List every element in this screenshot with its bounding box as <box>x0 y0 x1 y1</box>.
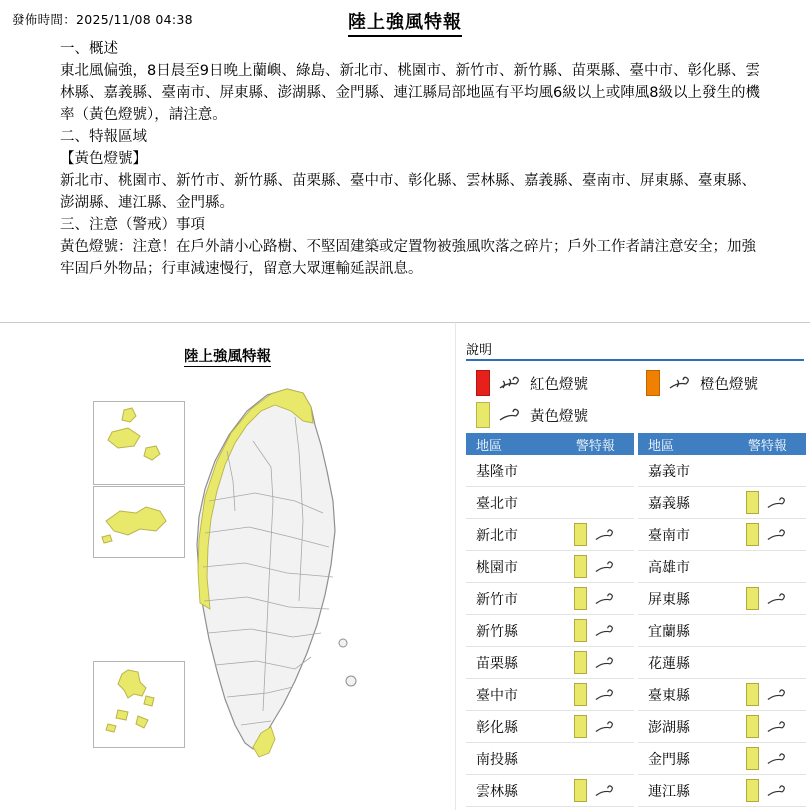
wind-barb-light-icon <box>592 590 616 608</box>
section2-text: 新北市、桃園市、新竹市、新竹縣、苗栗縣、臺中市、彰化縣、雲林縣、嘉義縣、臺南市、屏東縣、臺東縣、澎湖縣、連江縣、金門縣。 <box>60 173 756 211</box>
wind-barb-strong-icon <box>496 373 522 393</box>
table-header-right <box>638 433 806 455</box>
green-island-dot <box>339 639 347 647</box>
legend-items <box>466 367 806 431</box>
wind-barb-light-icon <box>764 750 788 768</box>
section1-text: 東北風偏強，8日晨至9日晚上蘭嶼、綠島、新北市、桃園市、新竹市、新竹縣、苗栗縣、臺中市、彰化縣、雲林縣、嘉義縣、臺南市、屏東縣、澎湖縣、金門縣、連江縣局部地區有平均風6級以上或陣風8級以上發生的機率（黃色燈號），請注意。 <box>60 63 760 123</box>
region-name: 雲林縣 <box>476 783 518 800</box>
table-row <box>638 679 806 711</box>
region-name: 澎湖縣 <box>648 719 690 736</box>
legend-label-yellow: 黃色燈號 <box>530 408 588 425</box>
map-panel <box>0 322 455 810</box>
yellow-swatch-cell <box>574 715 587 738</box>
warning-cell <box>729 747 806 770</box>
yellow-swatch-cell <box>574 587 587 610</box>
region-name: 彰化縣 <box>476 719 518 736</box>
wind-barb-light-icon <box>764 686 788 704</box>
region-name: 臺南市 <box>648 527 690 544</box>
table-row <box>466 455 634 487</box>
yellow-warning-mark <box>574 619 616 642</box>
yellow-swatch-cell <box>574 779 587 802</box>
table-row <box>466 647 634 679</box>
inset-kinmen <box>93 486 185 558</box>
legend-divider <box>466 359 804 361</box>
yellow-swatch <box>476 402 490 428</box>
wind-barb-medium-icon <box>666 373 692 393</box>
table-row <box>638 775 806 807</box>
section1-heading: 一、概述 <box>60 41 118 57</box>
wind-barb-light-icon <box>764 590 788 608</box>
table-row <box>466 711 634 743</box>
warning-cell <box>557 523 634 546</box>
table-row <box>466 743 634 775</box>
wind-barb-light-icon <box>592 654 616 672</box>
warning-cell <box>729 715 806 738</box>
legend-item-red <box>466 370 636 396</box>
warning-cell <box>557 715 634 738</box>
yellow-warning-mark <box>746 779 788 802</box>
table-row <box>638 551 806 583</box>
region-name: 桃園市 <box>476 559 518 576</box>
wind-barb-light-icon <box>592 718 616 736</box>
yellow-swatch-cell <box>574 555 587 578</box>
legend-label-red: 紅色燈號 <box>530 376 588 393</box>
orchid-island-dot <box>346 676 356 686</box>
region-name: 南投縣 <box>476 751 518 768</box>
taiwan-island-shape <box>197 389 335 749</box>
table-row <box>466 487 634 519</box>
wind-barb-light-icon <box>764 526 788 544</box>
wind-barb-light-icon <box>764 782 788 800</box>
yellow-swatch-cell <box>574 523 587 546</box>
yellow-swatch-cell <box>746 523 759 546</box>
table-row <box>466 583 634 615</box>
table-row <box>466 679 634 711</box>
section2-heading: 二、特報區域 <box>60 129 147 145</box>
map-title-text: 陸上強風特報 <box>184 349 271 365</box>
warning-cell <box>729 491 806 514</box>
header-warning-left: 警特報 <box>575 438 615 454</box>
warning-cell <box>557 683 634 706</box>
region-warning-tables <box>466 433 806 807</box>
legend-panel <box>455 322 810 810</box>
table-header-left <box>466 433 634 455</box>
penghu-islands <box>94 662 182 745</box>
region-name: 屏東縣 <box>648 591 690 608</box>
wind-barb-light-icon <box>764 494 788 512</box>
wind-barb-light-icon <box>592 782 616 800</box>
header-region-right: 地區 <box>648 438 675 454</box>
region-name: 高雄市 <box>648 559 690 576</box>
region-name: 嘉義縣 <box>648 495 690 512</box>
warning-cell <box>729 587 806 610</box>
region-name: 臺中市 <box>476 687 518 704</box>
bulletin-body <box>60 38 760 280</box>
yellow-swatch-cell <box>746 491 759 514</box>
warning-cell <box>557 555 634 578</box>
table-row <box>638 455 806 487</box>
section3-text: 黃色燈號：注意！在戶外請小心路樹、不堅固建築或定置物被強風吹落之碎片；戶外工作者請注意安全；加強牢固戶外物品；行車減速慢行，留意大眾運輸延誤訊息。 <box>60 239 756 277</box>
yellow-warning-mark <box>574 523 616 546</box>
orange-swatch <box>646 370 660 396</box>
yellow-warning-mark <box>746 587 788 610</box>
yellow-warning-mark <box>746 715 788 738</box>
region-name: 新竹縣 <box>476 623 518 640</box>
yellow-swatch-cell <box>746 683 759 706</box>
region-name: 苗栗縣 <box>476 655 518 672</box>
legend-label-orange: 橙色燈號 <box>700 376 758 393</box>
section3-heading: 三、注意（警戒）事項 <box>60 217 205 233</box>
region-name: 新竹市 <box>476 591 518 608</box>
table-row <box>466 615 634 647</box>
yellow-warning-mark <box>574 683 616 706</box>
kinmen-islands <box>94 487 182 555</box>
page-title-text: 陸上強風特報 <box>348 12 462 37</box>
warning-cell <box>557 651 634 674</box>
region-table-right <box>638 433 806 807</box>
table-row <box>638 615 806 647</box>
region-name: 新北市 <box>476 527 518 544</box>
region-name: 金門縣 <box>648 751 690 768</box>
yellow-warning-mark <box>746 491 788 514</box>
wind-barb-light-icon <box>592 526 616 544</box>
table-row <box>638 711 806 743</box>
header-warning-right: 警特報 <box>747 438 787 454</box>
yellow-warning-mark <box>574 587 616 610</box>
table-row <box>466 519 634 551</box>
inset-matsu <box>93 401 185 485</box>
matsu-islands <box>94 402 182 482</box>
red-swatch <box>476 370 490 396</box>
table-row <box>638 487 806 519</box>
wind-barb-light-icon <box>592 558 616 576</box>
taiwan-map <box>175 381 365 791</box>
yellow-warning-mark <box>574 651 616 674</box>
yellow-swatch-cell <box>574 683 587 706</box>
header-region-left: 地區 <box>476 438 503 454</box>
wind-barb-light-icon <box>592 622 616 640</box>
yellow-swatch-cell <box>746 779 759 802</box>
region-table-left <box>466 433 634 807</box>
table-row <box>466 551 634 583</box>
region-name: 連江縣 <box>648 783 690 800</box>
yellow-swatch-cell <box>746 715 759 738</box>
map-title <box>0 345 455 366</box>
warning-cell <box>557 619 634 642</box>
section2-level: 【黃色燈號】 <box>60 151 147 167</box>
wind-barb-light-icon <box>592 686 616 704</box>
yellow-swatch-cell <box>574 619 587 642</box>
table-row <box>638 583 806 615</box>
region-name: 臺東縣 <box>648 687 690 704</box>
wind-barb-light-icon <box>496 405 522 425</box>
warning-cell <box>729 779 806 802</box>
warning-cell <box>729 683 806 706</box>
region-name: 基隆市 <box>476 463 518 480</box>
region-name: 花蓮縣 <box>648 655 690 672</box>
yellow-warning-mark <box>574 779 616 802</box>
yellow-warning-mark <box>746 523 788 546</box>
page-title <box>0 8 810 34</box>
wind-barb-light-icon <box>764 718 788 736</box>
warning-cell <box>557 587 634 610</box>
table-row <box>638 519 806 551</box>
table-row <box>466 775 634 807</box>
region-name: 宜蘭縣 <box>648 623 690 640</box>
legend-item-yellow <box>466 402 644 428</box>
yellow-warning-mark <box>574 715 616 738</box>
table-row <box>638 743 806 775</box>
yellow-warning-mark <box>574 555 616 578</box>
issue-time-label: 發佈時間： <box>12 12 77 27</box>
issue-time-value: 2025/11/08 04:38 <box>76 12 193 27</box>
yellow-swatch-cell <box>746 747 759 770</box>
warning-cell <box>557 779 634 802</box>
yellow-warning-mark <box>746 683 788 706</box>
yellow-swatch-cell <box>574 651 587 674</box>
legend-title: 說明 <box>466 343 493 358</box>
inset-penghu <box>93 661 185 748</box>
region-name: 嘉義市 <box>648 463 690 480</box>
yellow-swatch-cell <box>746 587 759 610</box>
warning-cell <box>729 523 806 546</box>
region-name: 臺北市 <box>476 495 518 512</box>
yellow-warning-mark <box>746 747 788 770</box>
table-row <box>638 647 806 679</box>
legend-item-orange <box>636 370 806 396</box>
